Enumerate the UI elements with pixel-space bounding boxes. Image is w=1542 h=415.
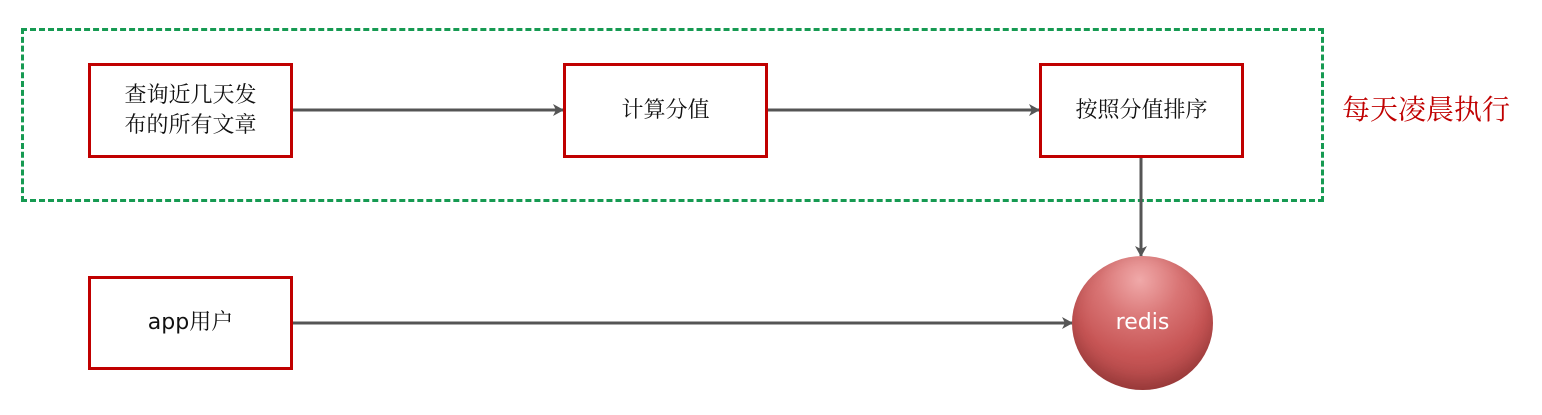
sort-by-score-label: 按照分值排序 — [1075, 97, 1208, 123]
redis-node — [1072, 256, 1213, 390]
app-user-box — [88, 276, 293, 370]
daily-execution-note: 每天凌晨执行 — [1342, 93, 1511, 126]
calculate-score-label: 计算分值 — [621, 97, 710, 123]
query-recent-articles-box — [88, 63, 293, 158]
query-recent-articles-label: 查询近几天发 布的所有文章 — [124, 82, 257, 138]
calculate-score-box — [563, 63, 768, 158]
redis-label: redis — [1115, 310, 1170, 335]
sort-by-score-box — [1039, 63, 1244, 158]
app-user-label: app用户 — [147, 310, 234, 335]
